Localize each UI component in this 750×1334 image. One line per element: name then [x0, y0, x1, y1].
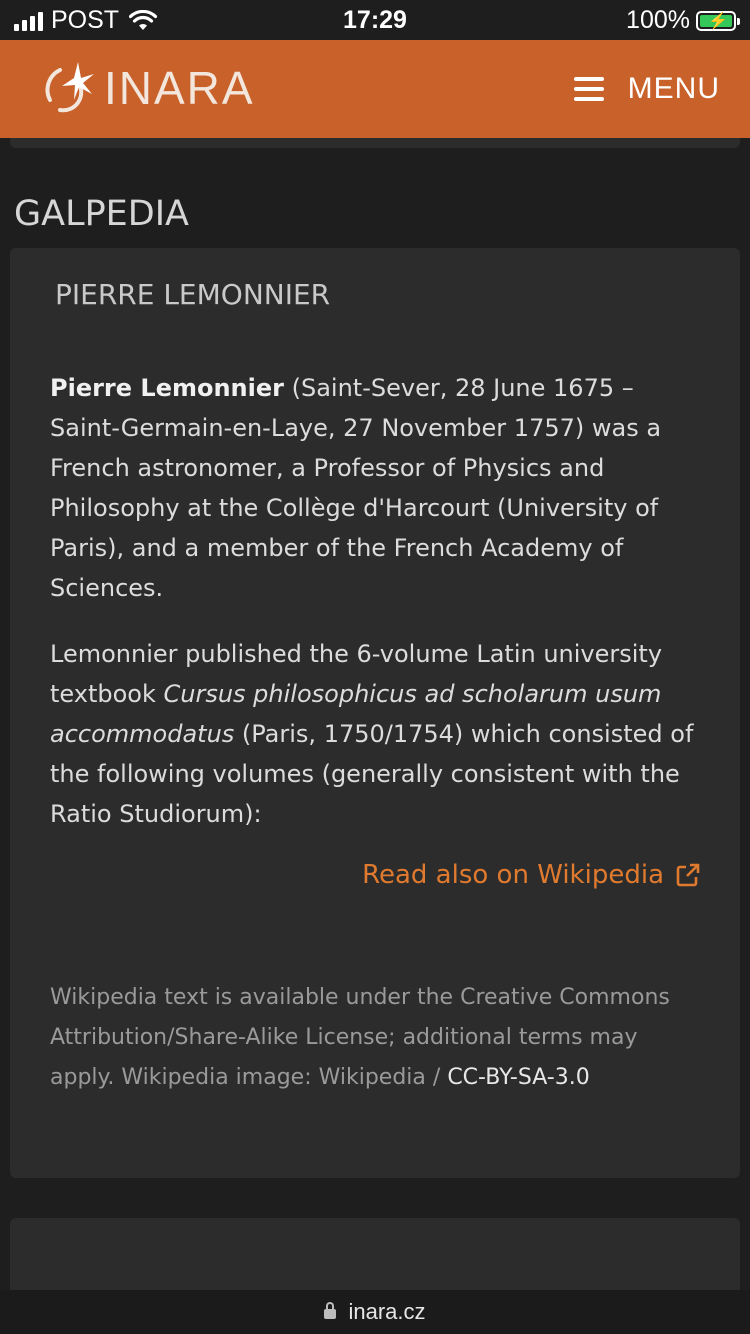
battery-percent: 100%: [626, 6, 690, 34]
logo-text: INARA: [104, 62, 255, 114]
header-divider: [10, 138, 740, 148]
status-time: 17:29: [343, 6, 407, 34]
wikipedia-link-label: Read also on Wikipedia: [362, 860, 664, 890]
license-code-link[interactable]: CC-BY-SA-3.0: [447, 1065, 590, 1090]
license-text: Wikipedia text is available under the Creative Commons Attribution/Share-Alike License; additional terms may apply. Wikipedia image: Wikipedia /: [50, 985, 670, 1090]
article-paragraph-2: [50, 634, 705, 834]
license-note: [50, 978, 700, 1098]
carrier-name: POST: [51, 6, 120, 34]
url-text: inara.cz: [348, 1299, 426, 1324]
bolt-icon: ⚡: [708, 12, 728, 30]
book-title: Cursus philosophicus ad scholarum usum accommodatus: [50, 680, 662, 748]
site-logo[interactable]: [34, 56, 255, 120]
article-paragraph-1-text: (Saint-Sever, 28 June 1675 – Saint-Germain-en-Laye, 27 November 1757) was a French astronomer, a Professor of Physics and Philosophy at the Collège d'Harcourt (University of Paris), and a member of the French Academy of Sciences.: [50, 374, 662, 602]
browser-url-bar[interactable]: [0, 1290, 750, 1334]
menu-button[interactable]: [574, 72, 720, 106]
status-right: [626, 6, 736, 35]
page-title: GALPEDIA: [14, 194, 189, 234]
article-subject-name: Pierre Lemonnier: [50, 374, 284, 402]
lock-icon: [324, 1309, 336, 1319]
site-header: [0, 40, 750, 138]
status-bar: [0, 0, 750, 40]
battery-charging-icon: [696, 11, 736, 31]
wikipedia-link[interactable]: [362, 860, 700, 890]
menu-label: MENU: [627, 72, 720, 105]
article-paragraph-2-end: (Paris, 1750/1754) which consisted of the following volumes (generally consistent with the Ratio Studiorum):: [50, 720, 694, 828]
inara-logo-icon: [34, 56, 98, 120]
article-paragraph-1: [50, 368, 705, 608]
article-paragraph-2-start: Lemonnier published the 6-volume Latin university textbook: [50, 640, 663, 708]
article-body: [50, 368, 705, 860]
external-link-icon: [676, 863, 700, 887]
article-title: PIERRE LEMONNIER: [55, 278, 331, 311]
article-card: [10, 248, 740, 1178]
hamburger-icon: [574, 77, 604, 101]
